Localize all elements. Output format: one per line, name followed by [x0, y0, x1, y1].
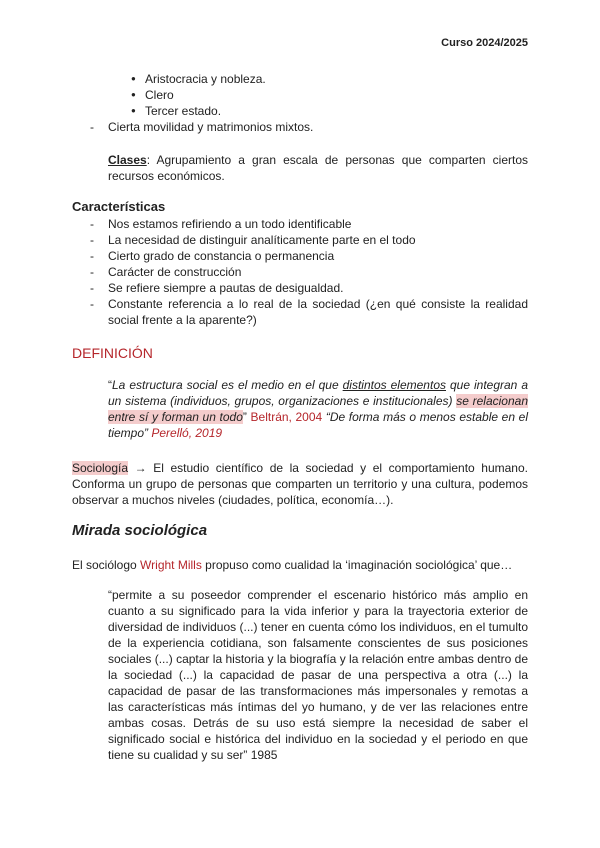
intro-text: El sociólogo	[72, 558, 141, 572]
sociologia-paragraph	[72, 460, 528, 508]
author-name: Wright Mills	[140, 558, 202, 572]
mirada-heading: Mirada sociológica	[72, 522, 208, 539]
mills-quote: “permite a su poseedor comprender el escenario histórico más amplio en cuanto a su significado para la vida inferior y para la trayectoria exterior de diversidad de individuos (...) tener en cuenta cómo los individuos, en el tumulto de la experiencia cotidiana, son falsamente conscientes de sus posiciones sociales (...) captar la historia y la biografía y la relación entre ambas dentro de la sociedad (...) la capacidad de pasar de una perspectiva a otra (...) la capacidad de pasar de las transformaciones más impersonales y remotas a las características más íntimas del yo humano, y de ver las relaciones entre ambas cosas. Detrás de su uso está siempre la necesidad de saber el significado social e histórica del individuo en la sociedad y el periodo en que tiene su cualidad y su ser” 1985	[108, 588, 528, 762]
definicion-quote	[108, 377, 528, 441]
clases-paragraph	[108, 152, 528, 184]
quote-text: “De forma más o menos estable en el tiempo”	[108, 410, 528, 440]
quote-mark: “	[108, 378, 112, 392]
sociologia-term: Sociología	[72, 461, 129, 475]
citation: Beltrán, 2004	[250, 410, 323, 424]
intro-text: propuso como cualidad la ‘imaginación sociológica’ que…	[201, 558, 513, 572]
mirada-intro	[72, 557, 528, 573]
caracteristicas-list	[108, 216, 528, 328]
quote-mark: ”	[242, 410, 251, 424]
quote-text: La estructura social es el medio en el que	[112, 378, 343, 392]
quote-highlight: se relacionan entre sí y forman un todo	[108, 394, 528, 424]
clases-definition: : Agrupamiento a gran escala de personas que comparten ciertos recursos económicos.	[108, 153, 528, 183]
estates-list	[145, 71, 525, 119]
quote-underlined: distintos elementos	[342, 378, 446, 392]
list-item: - Cierto grado de constancia o permanencia	[108, 248, 528, 264]
caracteristicas-heading: Características	[72, 199, 166, 214]
list-item: ● Clero	[145, 87, 525, 103]
list-item: ● Aristocracia y nobleza.	[145, 71, 525, 87]
list-item: - La necesidad de distinguir analíticamente parte en el todo	[108, 232, 528, 248]
list-item: - Nos estamos refiriendo a un todo identificable	[108, 216, 528, 232]
definicion-heading: DEFINICIÓN	[72, 345, 153, 361]
mobility-list	[108, 119, 528, 135]
clases-term: Clases	[108, 153, 147, 167]
list-item: - Constante referencia a lo real de la sociedad (¿en qué consiste la realidad social frente a la aparente?)	[108, 296, 528, 328]
quote-text: que integran a un sistema (individuos, grupos, organizaciones e institucionales)	[108, 378, 529, 408]
citation: Perelló, 2019	[151, 426, 223, 440]
list-item: - Se refiere siempre a pautas de desigualdad.	[108, 280, 528, 296]
list-item: - Cierta movilidad y matrimonios mixtos.	[108, 119, 528, 135]
list-item: ● Tercer estado.	[145, 103, 525, 119]
list-item: - Carácter de construcción	[108, 264, 528, 280]
course-header: Curso 2024/2025	[441, 37, 528, 49]
sociologia-text: → El estudio científico de la sociedad y el comportamiento humano. Conforma un grupo de personas que comparten un territorio y una cultura, podemos observar a muchos niveles (ciudades, política, economía…).	[72, 461, 528, 507]
